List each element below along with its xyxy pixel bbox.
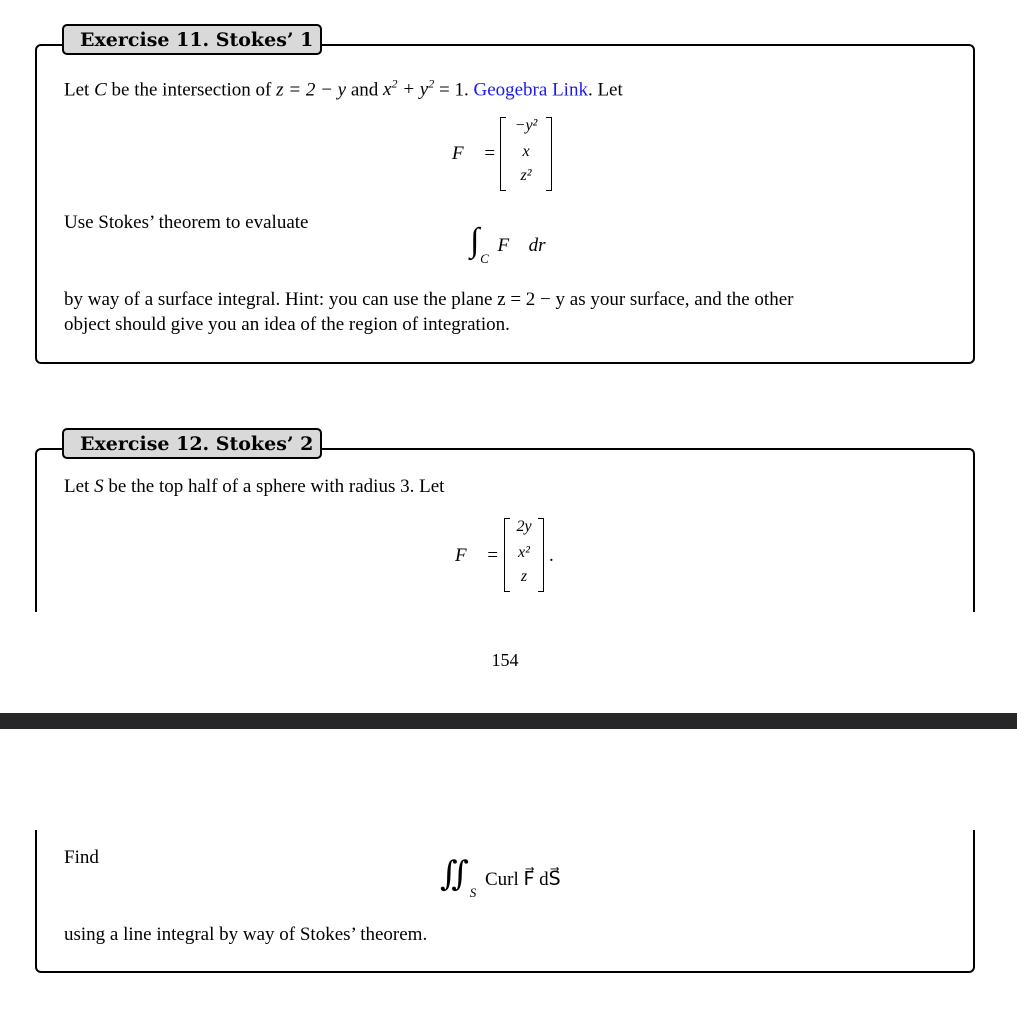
vector-f-label-11: F⃗ =	[452, 143, 496, 164]
matrix-entry: z²	[520, 167, 532, 184]
exercise-12-title: Exercise 12. Stokes’ 2	[62, 428, 322, 459]
geogebra-link[interactable]: Geogebra Link	[473, 79, 588, 101]
matrix-entry: z	[520, 568, 528, 585]
exercise-11-title: Exercise 11. Stokes’ 1	[62, 24, 322, 55]
surface-integral	[440, 856, 561, 900]
exercise-12-last-line: using a line integral by way of Stokes’ theorem.	[64, 924, 428, 945]
vector-f-label-12: F⃗ =	[455, 545, 499, 566]
integral-sign: ∫	[470, 222, 480, 259]
exercise-11-line4: object should give you an idea of the region of integration.	[64, 314, 510, 335]
matrix-entry: 2y	[516, 518, 532, 535]
integral-subscript: C	[480, 251, 489, 266]
double-integral-sign: ∬	[440, 856, 469, 893]
matrix-entry: x	[522, 143, 530, 160]
integral-subscript: S	[469, 885, 477, 900]
page-divider	[0, 713, 1017, 729]
page-number: 154	[491, 650, 519, 670]
exercise-11-line3: by way of a surface integral. Hint: you can use the plane z = 2 − y as your surface, and the other	[64, 289, 794, 310]
exercise-12-line1: Let S be the top half of a sphere with radius 3. Let	[64, 476, 445, 497]
exercise-11-line2: Use Stokes’ theorem to evaluate	[64, 212, 309, 233]
matrix-period: .	[549, 545, 554, 566]
vector-f-matrix-12	[504, 518, 544, 592]
matrix-entry: x²	[518, 544, 530, 561]
integrand: F⃗ dr⃗	[497, 235, 561, 256]
vector-f-matrix-11	[500, 117, 552, 191]
integrand: Curl F⃗ dS⃗	[484, 869, 561, 890]
matrix-entry: −y²	[514, 117, 538, 134]
exercise-11-line1: Let C be the intersection of z = 2 − y and $x^2 + y^2 = 1$. Geogebra Link. Let	[64, 77, 623, 101]
line-integral	[470, 222, 561, 266]
exercise-12-box-bottom	[35, 830, 975, 973]
exercise-12-find: Find	[64, 847, 99, 868]
